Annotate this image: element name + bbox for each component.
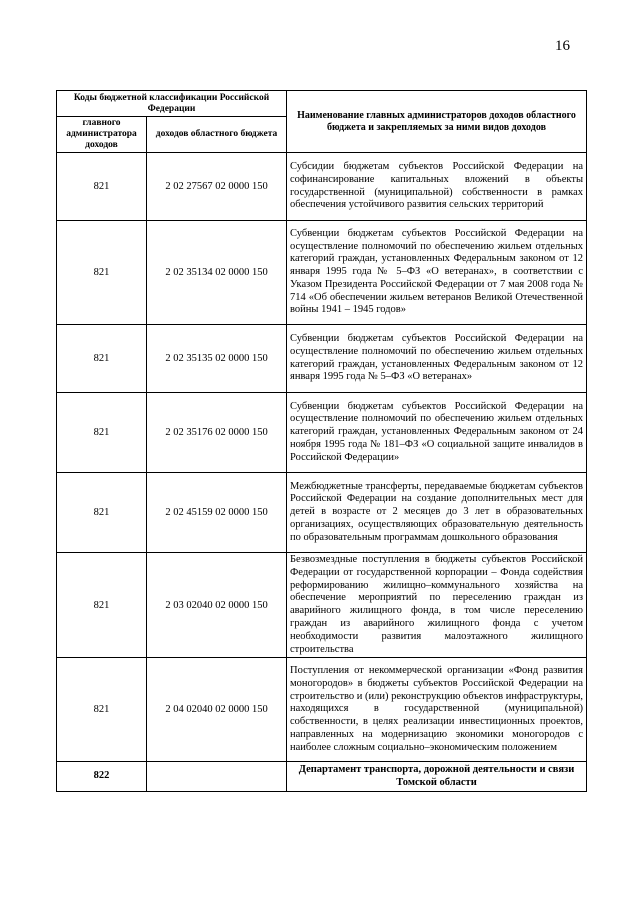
table-row: [57, 473, 587, 553]
income-code-cell: 2 02 35135 02 0000 150: [147, 325, 287, 393]
admin-code-cell: 821: [57, 221, 147, 325]
income-code-cell: 2 02 35134 02 0000 150: [147, 221, 287, 325]
page-number: 16: [555, 38, 570, 54]
department-admin-code: 822: [57, 762, 147, 792]
income-name-cell: Субсидии бюджетам субъектов Российской Федерации на софинансирование капитальных вложений в объекты государственной (муниципальной) собственности в рамках обеспечения устойчивого развития сельских территорий: [287, 153, 587, 221]
income-code-cell: 2 02 35176 02 0000 150: [147, 393, 287, 473]
income-code-cell: 2 03 02040 02 0000 150: [147, 553, 287, 658]
admin-code-cell: 821: [57, 658, 147, 762]
table-row: [57, 553, 587, 658]
table-row: [57, 325, 587, 393]
department-name: Департамент транспорта, дорожной деятельности и связи Томской области: [287, 762, 587, 792]
header-group: Коды бюджетной классификации Российской Федерации: [57, 91, 287, 117]
header-code: доходов областного бюджета: [147, 117, 287, 153]
income-name-cell: Безвозмездные поступления в бюджеты субъектов Российской Федерации от государственной корпорации – Фонда содействия реформированию жилищно–коммунального хозяйства на обеспечение мероприятий по переселению граждан из аварийного жилищного фонда, в том числе переселению граждан из аварийного жилищного фонда с учетом необходимости развития малоэтажного жилищного строительства: [287, 553, 587, 658]
admin-code-cell: 821: [57, 325, 147, 393]
admin-code-cell: 821: [57, 473, 147, 553]
budget-classification-table: [56, 90, 587, 792]
income-code-cell: 2 02 27567 02 0000 150: [147, 153, 287, 221]
income-code-cell: 2 02 45159 02 0000 150: [147, 473, 287, 553]
income-code-cell: 2 04 02040 02 0000 150: [147, 658, 287, 762]
income-name-cell: Субвенции бюджетам субъектов Российской Федерации на осуществление полномочий по обеспечению жильем отдельных категорий граждан, установленных Федеральным законом от 12 января 1995 года № 5–ФЗ «О ветеранах»: [287, 325, 587, 393]
income-name-cell: Субвенции бюджетам субъектов Российской Федерации на осуществление полномочий по обеспечению жильем отдельных категорий граждан, установленных Федеральным законом от 12 января 1995 года № 5–ФЗ «О ветеранах», в соответствии с Указом Президента Российской Федерации от 7 мая 2008 года № 714 «Об обеспечении жильем ветеранов Великой Отечественной войны 1941 – 1945 годов»: [287, 221, 587, 325]
table-row: [57, 153, 587, 221]
income-name-cell: Субвенции бюджетам субъектов Российской Федерации на осуществление полномочий по обеспечению жильем отдельных категорий граждан, установленных Федеральным законом от 24 ноября 1995 года № 181–ФЗ «О социальной защите инвалидов в Российской Федерации»: [287, 393, 587, 473]
department-income-code: [147, 762, 287, 792]
admin-code-cell: 821: [57, 553, 147, 658]
table-row: [57, 658, 587, 762]
header-admin: главного администратора доходов: [57, 117, 147, 153]
income-name-cell: Поступления от некоммерческой организации «Фонд развития моногородов» в бюджеты субъектов Российской Федерации на строительство и (или) реконструкцию объектов инфраструктуры, находящихся в государственной (муниципальной) собственности, в целях реализации инвестиционных проектов, направленных на модернизацию экономики моногородов с наиболее сложным социально–экономическим положением: [287, 658, 587, 762]
department-row: [57, 762, 587, 792]
admin-code-cell: 821: [57, 393, 147, 473]
income-name-cell: Межбюджетные трансферты, передаваемые бюджетам субъектов Российской Федерации на создание дополнительных мест для детей в возрасте от 2 месяцев до 3 лет в образовательных организациях, осуществляющих образовательную деятельность по образовательным программам дошкольного образования: [287, 473, 587, 553]
admin-code-cell: 821: [57, 153, 147, 221]
table-row: [57, 221, 587, 325]
header-name: Наименование главных администраторов доходов областного бюджета и закрепляемых за ними видов доходов: [287, 91, 587, 153]
table-row: [57, 393, 587, 473]
